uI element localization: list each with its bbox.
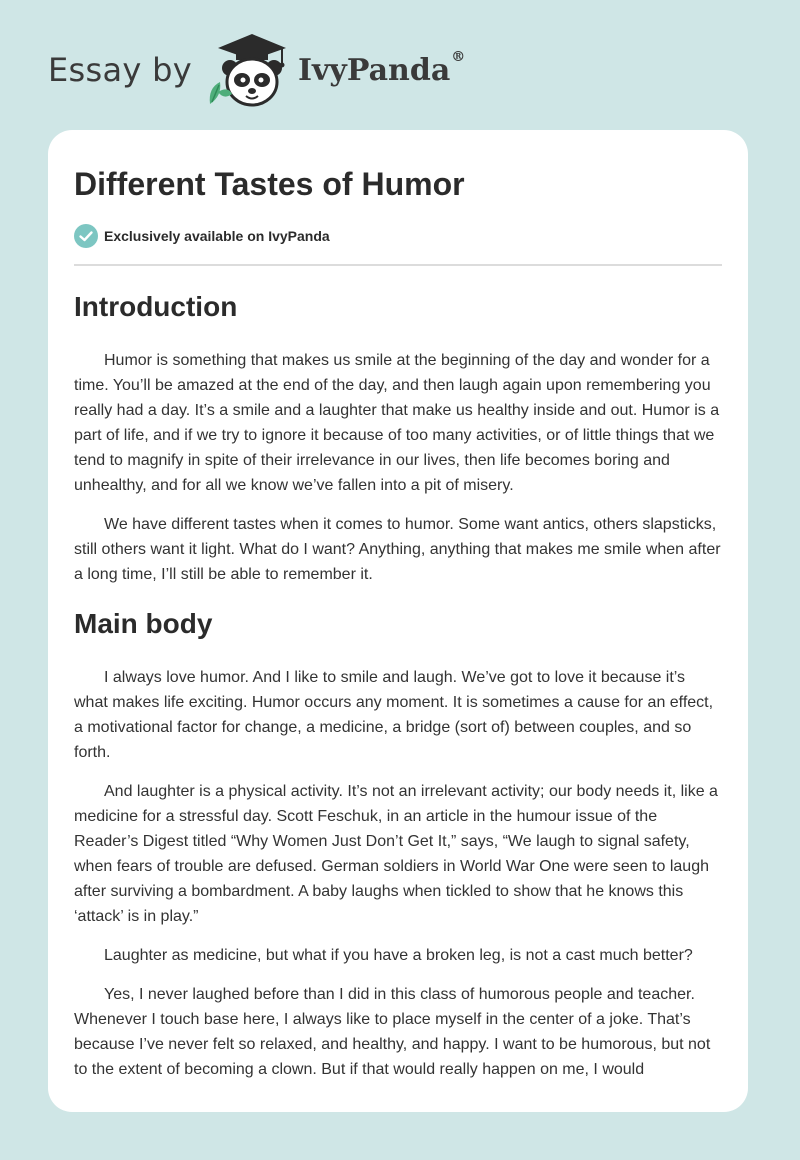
- brand-name-text: IvyPanda: [297, 52, 451, 88]
- paragraph: Laughter as medicine, but what if you have a broken leg, is not a cast much better?: [104, 947, 693, 964]
- site-header: [48, 30, 465, 110]
- exclusive-badge: [74, 222, 722, 250]
- paragraph: Yes, I never laughed before than I did in this class of humorous people and teacher. Whenever I touch base here, I always like to place myself in the center of a joke. That’s because I’ve never felt so relaxed, and healthy, and happy. I want to be humorous, but not to the extent of becoming a clown. But if that would really happen on me, I would: [74, 986, 711, 1078]
- registered-mark: ®: [451, 48, 466, 65]
- essay-card: [48, 130, 748, 1112]
- brand-name[interactable]: [297, 48, 466, 88]
- exclusive-badge-text: Exclusively available on IvyPanda: [104, 228, 330, 244]
- section-heading-main-body: Main body: [74, 608, 213, 639]
- check-circle-icon: [74, 224, 98, 248]
- brand-prefix: Essay by: [48, 51, 192, 89]
- paragraph: I always love humor. And I like to smile and laugh. We’ve got to love it because it’s what makes life exciting. Humor occurs any moment. It is sometimes a cause for an effect, a motivational factor for change, a medicine, a bridge (sort of) between couples, and so forth.: [74, 669, 714, 761]
- section-heading-introduction: Introduction: [74, 291, 238, 322]
- essay-title: Different Tastes of Humor: [74, 166, 465, 202]
- panda-logo-icon[interactable]: [206, 30, 292, 110]
- paragraph: And laughter is a physical activity. It’s not an irrelevant activity; our body needs it, like a medicine for a stressful day. Scott Feschuk, in an article in the humour issue of the Reader’s Digest titled “Why Women Just Don’t Get It,” says, “We laugh to signal safety, when fears of trouble are defused. German soldiers in World War One were seen to laugh after surviving a bombardment. A baby laughs when tickled to show that he knows this ‘attack’ is in play.”: [74, 783, 718, 925]
- paragraph: We have different tastes when it comes to humor. Some want antics, others slapsticks, still others want it light. What do I want? Anything, anything that makes me smile when after a long time, I’ll still be able to remember it.: [74, 516, 721, 583]
- title-divider: [74, 264, 722, 266]
- paragraph: Humor is something that makes us smile at the beginning of the day and wonder for a time. You’ll be amazed at the end of the day, and then laugh again upon remembering you really had a day. It’s a smile and a laughter that make us healthy inside and out. Humor is a part of life, and if we try to ignore it because of too many activities, or of little things that we tend to magnify in spite of their irrelevance in our lives, then life becomes boring and unhealthy, and for all we know we’ve fallen into a pit of misery.: [74, 352, 720, 494]
